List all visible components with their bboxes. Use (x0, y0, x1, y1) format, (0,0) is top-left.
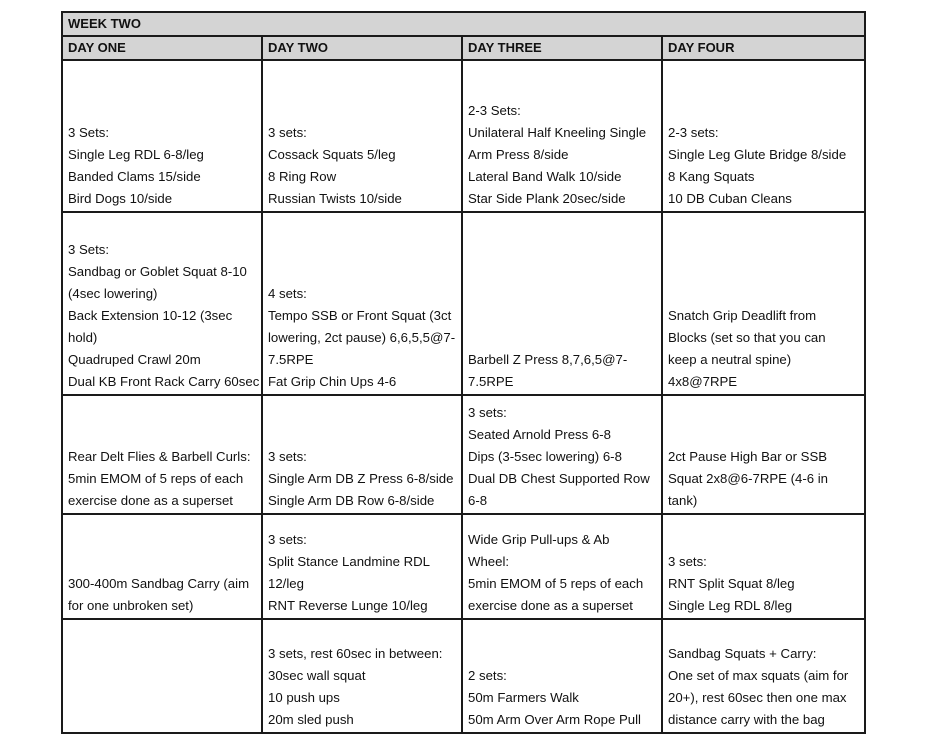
exercise-line: 6-8 (468, 493, 488, 508)
exercise-line: Lateral Band Walk 10/side (468, 169, 622, 184)
exercise-line: One set of max squats (aim for (668, 668, 849, 683)
exercise-line: 3 Sets: (68, 242, 110, 257)
exercise-line: 12/leg (268, 576, 304, 591)
exercise-line: Squat 2x8@6-7RPE (4-6 in (668, 471, 828, 486)
exercise-line: Sandbag Squats + Carry: (668, 646, 817, 661)
exercise-line: lowering, 2ct pause) 6,6,5,5@7- (268, 330, 456, 345)
day-4-workout-cell (662, 619, 865, 733)
exercise-line: Arm Press 8/side (468, 147, 569, 162)
exercise-line: Star Side Plank 20sec/side (468, 191, 626, 206)
exercise-line: keep a neutral spine) (668, 352, 792, 367)
exercise-line: 3 sets: (268, 532, 307, 547)
exercise-line: 50m Farmers Walk (468, 690, 579, 705)
exercise-line: tank) (668, 493, 698, 508)
exercise-line: 10 DB Cuban Cleans (668, 191, 792, 206)
exercise-line: Rear Delt Flies & Barbell Curls: (68, 449, 251, 464)
day-1-workout-cell (62, 395, 262, 514)
exercise-line: 2ct Pause High Bar or SSB (668, 449, 828, 464)
exercise-line: 300-400m Sandbag Carry (aim (68, 576, 250, 591)
exercise-line: 20+), rest 60sec then one max (668, 690, 847, 705)
exercise-line: Tempo SSB or Front Squat (3ct (268, 308, 452, 323)
workout-plan-table (61, 11, 866, 734)
exercise-line: 3 sets: (668, 554, 707, 569)
day-header-3: DAY THREE (462, 36, 662, 60)
exercise-line: 3 sets, rest 60sec in between: (268, 646, 443, 661)
exercise-line: Single Leg RDL 8/leg (668, 598, 793, 613)
table-row (62, 514, 865, 619)
exercise-line: for one unbroken set) (68, 598, 194, 613)
exercise-line: 2-3 sets: (668, 125, 719, 140)
exercise-line: 30sec wall squat (268, 668, 366, 683)
day-3-workout-cell (462, 60, 662, 212)
exercise-line: 50m Arm Over Arm Rope Pull (468, 712, 641, 727)
exercise-line: Sandbag or Goblet Squat 8-10 (68, 264, 247, 279)
exercise-line: (4sec lowering) (68, 286, 158, 301)
exercise-line: Single Leg Glute Bridge 8/side (668, 147, 847, 162)
exercise-line: 3 Sets: (68, 125, 110, 140)
exercise-line: 5min EMOM of 5 reps of each (468, 576, 644, 591)
exercise-line: 3 sets: (468, 405, 507, 420)
exercise-line: distance carry with the bag (668, 712, 825, 727)
exercise-line: Russian Twists 10/side (268, 191, 402, 206)
table-row (62, 395, 865, 514)
exercise-line: 2-3 Sets: (468, 103, 521, 118)
exercise-line: Single Arm DB Row 6-8/side (268, 493, 435, 508)
exercise-line: Blocks (set so that you can (668, 330, 826, 345)
exercise-line: Bird Dogs 10/side (68, 191, 173, 206)
exercise-line: Dual DB Chest Supported Row (468, 471, 650, 486)
exercise-line: Fat Grip Chin Ups 4-6 (268, 374, 397, 389)
exercise-line: 3 sets: (268, 125, 307, 140)
exercise-line: RNT Split Squat 8/leg (668, 576, 795, 591)
exercise-line: Single Arm DB Z Press 6-8/side (268, 471, 454, 486)
exercise-line: Cossack Squats 5/leg (268, 147, 396, 162)
week-title: WEEK TWO (62, 12, 865, 36)
day-3-workout-cell (462, 514, 662, 619)
exercise-line: hold) (68, 330, 98, 345)
day-2-workout-cell (262, 395, 462, 514)
table-row (62, 60, 865, 212)
exercise-line: 8 Kang Squats (668, 169, 755, 184)
day-3-workout-cell (462, 212, 662, 395)
day-1-workout-cell (62, 212, 262, 395)
exercise-line: 5min EMOM of 5 reps of each (68, 471, 244, 486)
exercise-line: 20m sled push (268, 712, 354, 727)
exercise-line: Quadruped Crawl 20m (68, 352, 201, 367)
day-2-workout-cell (262, 212, 462, 395)
exercise-line: RNT Reverse Lunge 10/leg (268, 598, 428, 613)
exercise-line: 3 sets: (268, 449, 307, 464)
day-header-2: DAY TWO (262, 36, 462, 60)
exercise-line: 2 sets: (468, 668, 507, 683)
exercise-line: 7.5RPE (468, 374, 514, 389)
day-3-workout-cell (462, 395, 662, 514)
day-4-workout-cell (662, 212, 865, 395)
table-row (62, 619, 865, 733)
exercise-line: 4 sets: (268, 286, 307, 301)
day-1-workout-cell (62, 60, 262, 212)
exercise-line: Wide Grip Pull-ups & Ab (468, 532, 610, 547)
exercise-line: Barbell Z Press 8,7,6,5@7- (468, 352, 628, 367)
exercise-line: 4x8@7RPE (668, 374, 738, 389)
exercise-line: Single Leg RDL 6-8/leg (68, 147, 204, 162)
exercise-line: exercise done as a superset (468, 598, 633, 613)
day-2-workout-cell (262, 514, 462, 619)
exercise-line: Dips (3-5sec lowering) 6-8 (468, 449, 622, 464)
day-4-workout-cell (662, 395, 865, 514)
exercise-line: Seated Arnold Press 6-8 (468, 427, 611, 442)
exercise-line: Back Extension 10-12 (3sec (68, 308, 233, 323)
exercise-line: Banded Clams 15/side (68, 169, 201, 184)
exercise-line: Snatch Grip Deadlift from (668, 308, 817, 323)
exercise-line: Unilateral Half Kneeling Single (468, 125, 647, 140)
day-3-workout-cell (462, 619, 662, 733)
day-1-workout-cell (62, 514, 262, 619)
exercise-line: 8 Ring Row (268, 169, 337, 184)
day-1-workout-cell (62, 619, 262, 733)
exercise-line: Dual KB Front Rack Carry 60sec (68, 374, 260, 389)
day-4-workout-cell (662, 514, 865, 619)
day-header-1: DAY ONE (62, 36, 262, 60)
day-header-4: DAY FOUR (662, 36, 865, 60)
exercise-line: exercise done as a superset (68, 493, 233, 508)
day-2-workout-cell (262, 619, 462, 733)
exercise-line: Split Stance Landmine RDL (268, 554, 431, 569)
day-2-workout-cell (262, 60, 462, 212)
exercise-line: 7.5RPE (268, 352, 314, 367)
day-4-workout-cell (662, 60, 865, 212)
exercise-line: 10 push ups (268, 690, 340, 705)
table-row (62, 212, 865, 395)
exercise-line: Wheel: (468, 554, 510, 569)
